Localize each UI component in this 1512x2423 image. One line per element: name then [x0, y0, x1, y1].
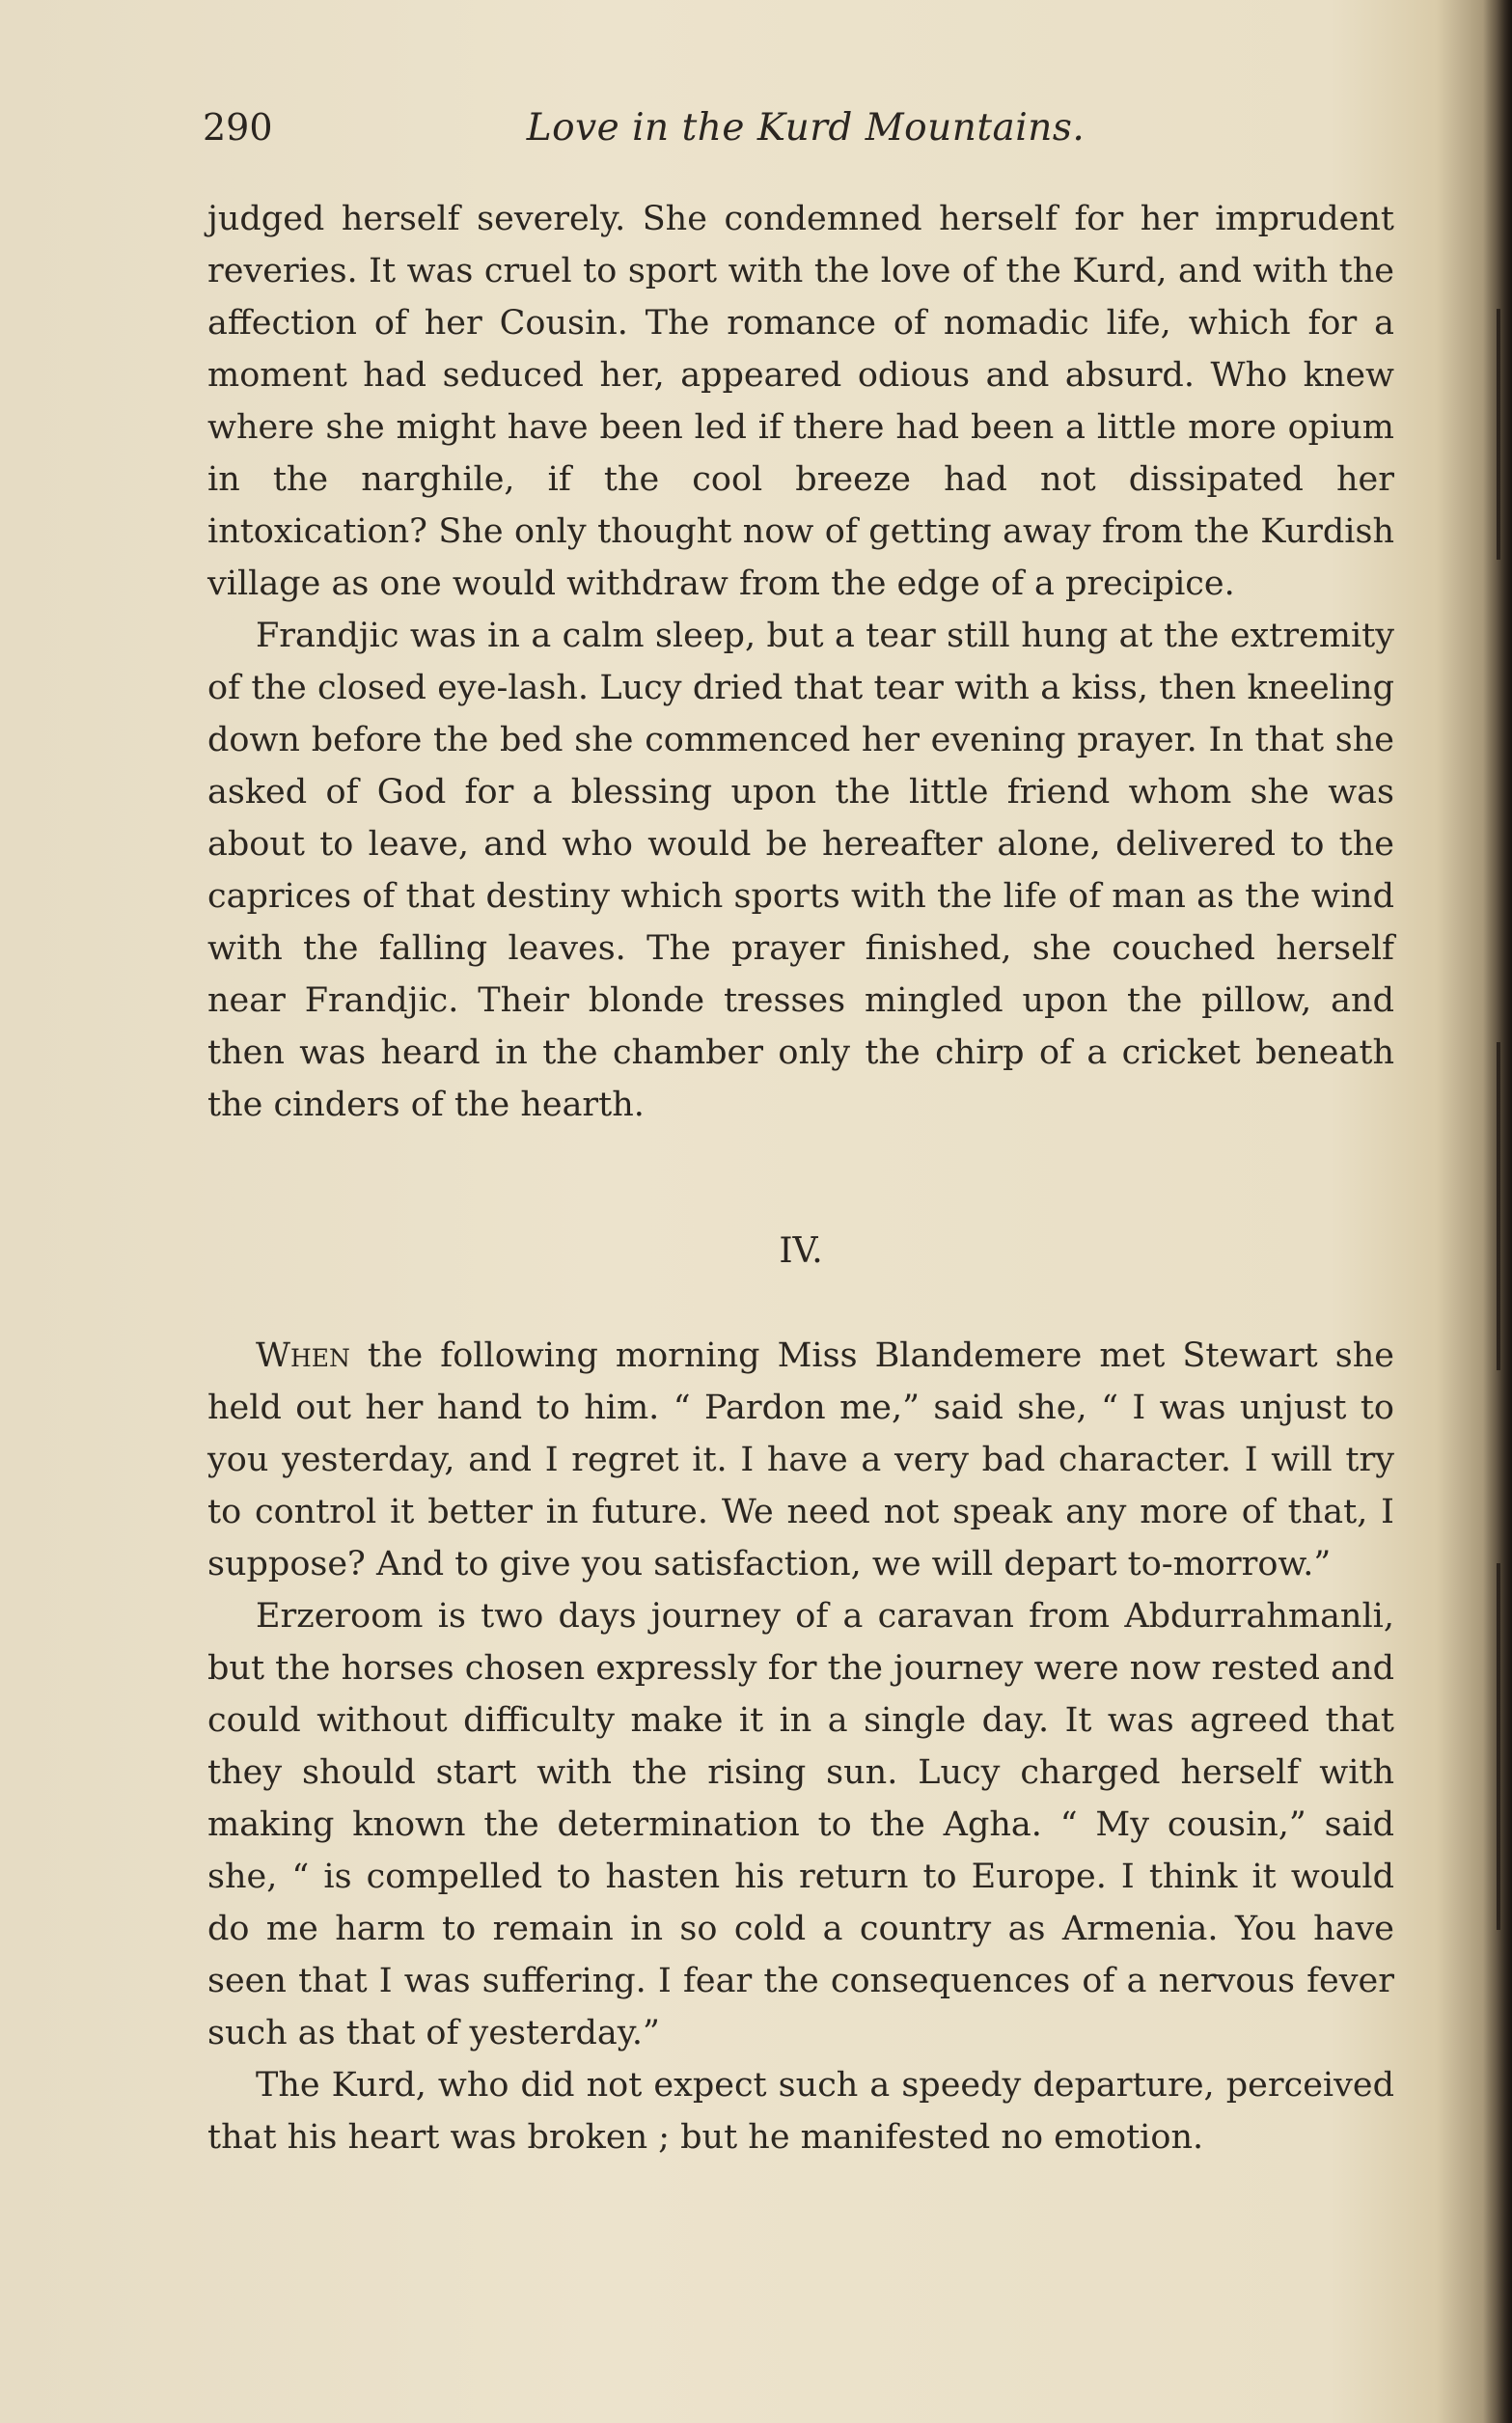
- binding-edge-mark: [1497, 1563, 1500, 1930]
- paragraph-3: [207, 1330, 1394, 1590]
- paragraph-5: The Kurd, who did not expect such a speedy departure, perceived that his heart was broken ; but he manifested no emotion.: [207, 2066, 1394, 2157]
- paragraph-4: Erzeroom is two days journey of a caravan from Abdurrahmanli, but the horses chosen expressly for the journey were now rested and could without difficulty make it in a single day. It was agreed that they should start with the rising sun. Lucy charged herself with making known the determination to the Agha. “ My cousin,” said she, “ is compelled to hasten his return to Europe. I think it would do me harm to remain in so cold a country as Armenia. You have seen that I was suffering. I fear the consequences of a nervous fever such as that of yesterday.”: [207, 1597, 1394, 2052]
- paragraph-3-text: the following morning Miss Blandemere met Stewart she held out her hand to him. “ Pardon me,” said she, “ I was unjust to you yesterday, and I regret it. I have a very bad character. I will try to control it better in future. We need not speak any more of that, I suppose? And to give you satisfaction, we will depart to-morrow.”: [207, 1336, 1394, 1583]
- paragraph-2: Frandjic was in a calm sleep, but a tear still hung at the extremity of the closed eye-lash. Lucy dried that tear with a kiss, then kneeling down before the bed she commenced her evening prayer. In that she asked of God for a blessing upon the little friend whom she was about to leave, and who would be hereafter alone, delivered to the caprices of that destiny which sports with the life of man as the wind with the falling leaves. The prayer finished, she couched herself near Frandjic. Their blonde tresses mingled upon the pillow, and then was heard in the chamber only the chirp of a cricket beneath the cinders of the hearth.: [207, 617, 1394, 1124]
- paragraph-1: judged herself severely. She condemned herself for her imprudent reveries. It was cruel to sport with the love of the Kurd, and with the affection of her Cousin. The romance of nomadic life, which for a moment had seduced her, appeared odious and absurd. Who knew where she might have been led if there had been a little more opium in the narghile, if the cool breeze had not dissipated her intoxication? She only thought now of getting away from the Kurdish village as one would withdraw from the edge of a precipice.: [207, 200, 1394, 603]
- binding-edge-mark: [1497, 309, 1500, 560]
- running-title: Love in the Kurd Mountains.: [526, 106, 1086, 150]
- page-number: 290: [203, 106, 273, 149]
- binding-edge-mark: [1497, 1042, 1500, 1370]
- page-header: [203, 106, 1409, 164]
- paragraph-3-lead: When: [256, 1336, 350, 1375]
- section-heading: IV.: [779, 1231, 823, 1271]
- page-body: [207, 193, 1394, 2163]
